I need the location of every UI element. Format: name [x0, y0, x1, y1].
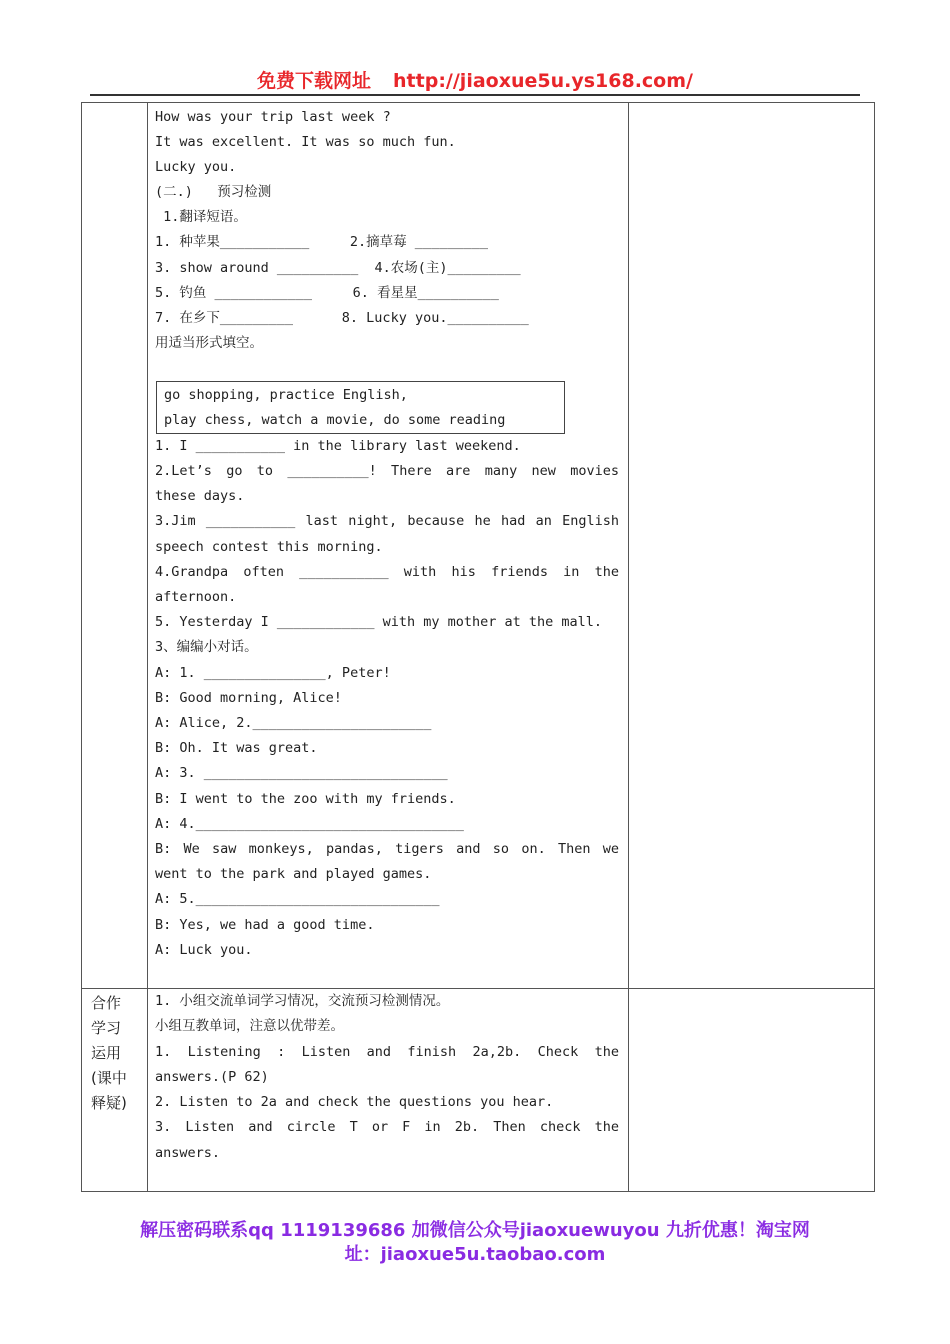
header-rule — [90, 94, 860, 96]
fill-blank-item: these days. — [155, 488, 245, 504]
exercise-title: 1.翻译短语。 — [155, 209, 247, 225]
col-divider-2 — [628, 103, 629, 1191]
page-header — [0, 66, 950, 93]
fill-blank-item: 2.Let’s go to __________! There are many new movies — [155, 463, 619, 479]
row-divider — [82, 988, 874, 989]
exercise-item: 5. 钓鱼 ____________ 6. 看星星__________ — [155, 285, 499, 301]
fill-blank-item: afternoon. — [155, 589, 237, 605]
exercise-title: 用适当形式填空。 — [155, 335, 263, 351]
dialogue-line: B: We saw monkeys, pandas, tigers and so on. Then we — [155, 841, 619, 857]
section-heading: (二.) 预习检测 — [155, 184, 272, 200]
dialogue-line: A: 1. _______________, Peter! — [155, 665, 391, 681]
dialogue-line: A: 5.______________________________ — [155, 891, 440, 907]
dialogue-line: B: I went to the zoo with my friends. — [155, 791, 456, 807]
section-label-line: 学习 — [91, 1019, 122, 1037]
exercise-title: 3、编编小对话。 — [155, 639, 258, 655]
dialogue-line: B: Good morning, Alice! — [155, 690, 342, 706]
section-label-line: (课中 — [91, 1069, 127, 1087]
text-line: How was your trip last week ? — [155, 109, 391, 125]
footer-line-2[interactable]: 址：jiaoxue5u.taobao.com — [344, 1244, 606, 1265]
dialogue-line: A: 3. ______________________________ — [155, 765, 448, 781]
word-bank-line: play chess, watch a movie, do some reading — [164, 412, 506, 428]
activity-line: 1. 小组交流单词学习情况，交流预习检测情况。 — [155, 993, 450, 1009]
section-label-line: 运用 — [91, 1044, 122, 1062]
dialogue-line: A: Luck you. — [155, 942, 253, 958]
header-label: 免费下载网址 — [257, 70, 372, 92]
fill-blank-item: speech contest this morning. — [155, 539, 383, 555]
activity-line: 3. Listen and circle T or F in 2b. Then check the — [155, 1119, 619, 1135]
exercise-item: 1. 种苹果___________ 2.摘草莓 _________ — [155, 234, 488, 250]
activity-line: 1. Listening : Listen and finish 2a,2b. Check the — [155, 1044, 619, 1060]
section-label — [91, 991, 127, 1116]
col-divider-1 — [147, 103, 148, 1191]
fill-blank-item: 5. Yesterday I ____________ with my mother at the mall. — [155, 614, 603, 630]
dialogue-line: B: Yes, we had a good time. — [155, 917, 375, 933]
activity-line: 2. Listen to 2a and check the questions you hear. — [155, 1094, 554, 1110]
activity-line: answers. — [155, 1145, 221, 1161]
activity-line: answers.(P 62) — [155, 1069, 269, 1085]
activity-line: 小组互教单词，注意以优带差。 — [155, 1018, 344, 1034]
footer-line-1: 解压密码联系qq 1119139686 加微信公众号jiaoxuewuyou 九折优惠！淘宝网 — [140, 1220, 810, 1241]
fill-blank-item: 4.Grandpa often ___________ with his friends in the — [155, 564, 619, 580]
header-url[interactable]: http://jiaoxue5u.ys168.com/ — [393, 70, 693, 92]
text-line: Lucky you. — [155, 159, 237, 175]
dialogue-line: A: Alice, 2.______________________ — [155, 715, 432, 731]
exercise-item: 7. 在乡下_________ 8. Lucky you.__________ — [155, 310, 529, 326]
dialogue-line: went to the park and played games. — [155, 866, 432, 882]
exercise-item: 3. show around __________ 4.农场(主)_________ — [155, 260, 521, 276]
fill-blank-item: 1. I ___________ in the library last weekend. — [155, 438, 521, 454]
text-line: It was excellent. It was so much fun. — [155, 134, 456, 150]
section-label-line: 释疑) — [91, 1094, 127, 1112]
dialogue-line: A: 4._________________________________ — [155, 816, 464, 832]
word-bank-line: go shopping, practice English, — [164, 387, 408, 403]
fill-blank-item: 3.Jim ___________ last night, because he had an English — [155, 513, 619, 529]
dialogue-line: B: Oh. It was great. — [155, 740, 318, 756]
section-label-line: 合作 — [91, 994, 122, 1012]
